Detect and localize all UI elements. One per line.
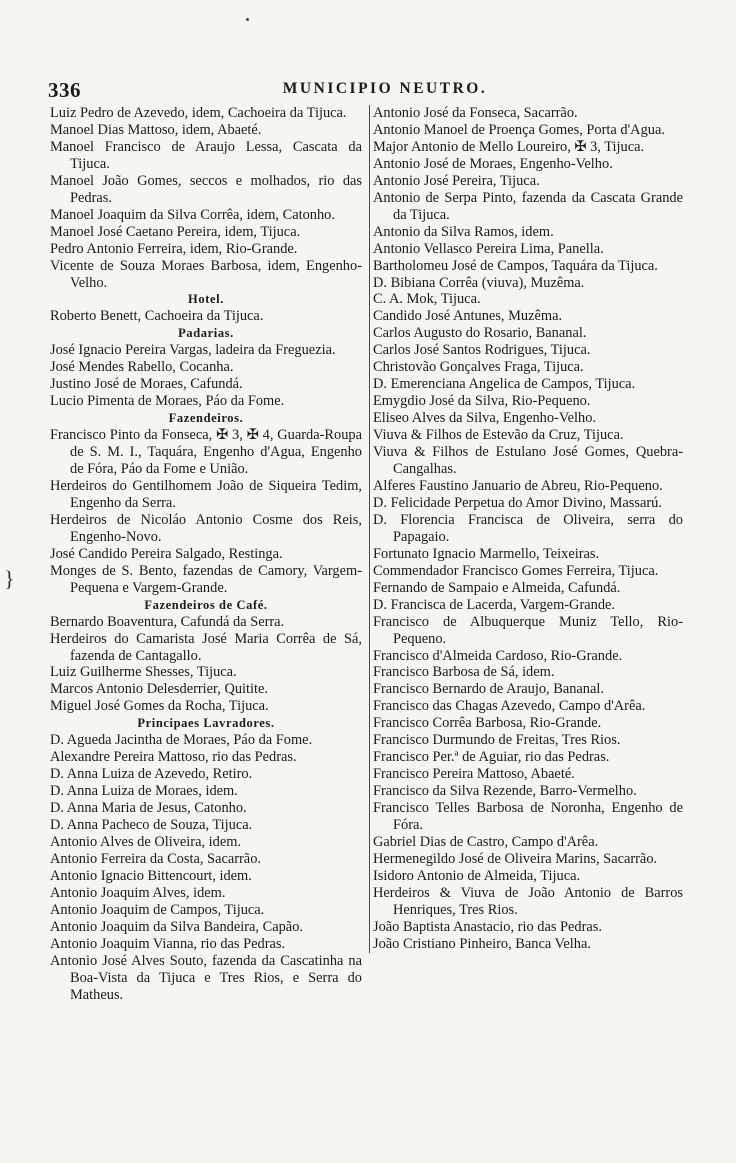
directory-entry: Isidoro Antonio de Almeida, Tijuca. [373,867,581,884]
page-number: 336 [48,78,81,102]
directory-entry: Antonio de Serpa Pinto, fazenda da Cascata Grande da Tijuca. [373,189,683,223]
directory-entry: Carlos José Santos Rodrigues, Tijuca. [373,342,591,359]
directory-entry: Pedro Antonio Ferreira, idem, Rio-Grande. [50,240,298,257]
directory-entry: Justino José de Moraes, Cafundá. [50,376,243,393]
section-heading: Fazendeiros. [168,411,244,426]
directory-entry: D. Florencia Francisca de Oliveira, serra do Papagaio. [373,511,683,545]
directory-entry: D. Anna Luiza de Azevedo, Retiro. [50,766,253,783]
directory-entry: Christovão Gonçalves Fraga, Tijuca. [373,359,584,376]
directory-entry: Manoel Francisco de Araujo Lessa, Cascata da Tijuca. [50,138,362,172]
directory-entry: Bartholomeu José de Campos, Taquára da Tijuca. [373,257,658,274]
directory-entry: Antonio Joaquim Alves, idem. [50,884,226,901]
directory-entry: Commendador Francisco Gomes Ferreira, Tijuca. [373,562,659,579]
margin-bracket-mark: } [4,566,15,591]
directory-entry: Antonio Joaquim Vianna, rio das Pedras. [50,935,286,952]
directory-entry: Roberto Benett, Cachoeira da Tijuca. [50,308,264,325]
directory-entry: D. Anna Luiza de Moraes, idem. [50,783,238,800]
running-title: MUNICIPIO NEUTRO. [282,80,488,97]
directory-entry: Antonio José de Moraes, Engenho-Velho. [373,155,613,172]
directory-entry: Antonio Ignacio Bittencourt, idem. [50,867,252,884]
directory-entry: Francisco Pinto da Fonseca, ✠ 3, ✠ 4, Guarda-Roupa de S. M. I., Taquára, Engenho d'Agua, Engenho de Fóra, Páo da Fome e União. [50,427,362,478]
directory-entry: Gabriel Dias de Castro, Campo d'Arêa. [373,833,599,850]
directory-entry: Antonio Manoel de Proença Gomes, Porta d'Agua. [373,121,665,138]
directory-entry: João Cristiano Pinheiro, Banca Velha. [373,935,591,952]
directory-entry: Francisco Corrêa Barbosa, Rio-Grande. [373,715,602,732]
section-heading: Padarias. [178,326,234,341]
directory-entry: Luiz Guilherme Shesses, Tijuca. [50,664,237,681]
directory-entry: Candido José Antunes, Muzêma. [373,308,563,325]
section-heading: Hotel. [188,292,224,307]
directory-entry: Miguel José Gomes da Rocha, Tijuca. [50,698,269,715]
directory-entry: Francisco da Silva Rezende, Barro-Vermelho. [373,783,637,800]
directory-entry: Francisco de Albuquerque Muniz Tello, Rio-Pequeno. [373,613,683,647]
directory-entry: Antonio Alves de Oliveira, idem. [50,833,242,850]
directory-entry: D. Francisca de Lacerda, Vargem-Grande. [373,596,615,613]
directory-entry: José Ignacio Pereira Vargas, ladeira da Freguezia. [50,342,336,359]
directory-entry: Major Antonio de Mello Loureiro, ✠ 3, Tijuca. [373,138,645,155]
directory-entry: Antonio José da Fonseca, Sacarrão. [373,105,578,121]
directory-entry: Hermenegildo José de Oliveira Marins, Sacarrão. [373,850,658,867]
directory-entry: Manoel Dias Mattoso, idem, Abaeté. [50,121,262,138]
directory-entry: Francisco Per.ª de Aguiar, rio das Pedras. [373,749,610,766]
directory-entry: Francisco Barbosa de Sá, idem. [373,664,555,681]
directory-entry: D. Felicidade Perpetua do Amor Divino, Massarú. [373,494,662,511]
directory-entry: Francisco Telles Barbosa de Noronha, Engenho de Fóra. [373,800,683,834]
directory-entry: Luiz Pedro de Azevedo, idem, Cachoeira da Tijuca. [50,105,347,121]
directory-entry: Manoel José Caetano Pereira, idem, Tijuca. [50,223,301,240]
directory-entry: D. Bibiana Corrêa (viuva), Muzêma. [373,274,585,291]
directory-entry: Herdeiros do Gentilhomem João de Siqueira Tedim, Engenho da Serra. [50,477,362,511]
directory-entry: José Mendes Rabello, Cocanha. [50,359,234,376]
directory-entry: Marcos Antonio Delesderrier, Quitite. [50,681,269,698]
directory-entry: Francisco Durmundo de Freitas, Tres Rios. [373,732,621,749]
directory-entry: D. Anna Pacheco de Souza, Tijuca. [50,817,253,834]
directory-entry: Antonio Joaquim de Campos, Tijuca. [50,901,265,918]
directory-entry: Francisco Pereira Mattoso, Abaeté. [373,766,575,783]
directory-entry: Manoel João Gomes, seccos e molhados, rio das Pedras. [50,172,362,206]
directory-entry: Alexandre Pereira Mattoso, rio das Pedras. [50,749,297,766]
directory-entry: Vicente de Souza Moraes Barbosa, idem, Engenho-Velho. [50,257,362,291]
directory-entry: Antonio José Pereira, Tijuca. [373,172,540,189]
directory-entry: C. A. Mok, Tijuca. [373,291,481,308]
directory-entry: Bernardo Boaventura, Cafundá da Serra. [50,613,285,630]
directory-entry: Herdeiros do Camarista José Maria Corrêa de Sá, fazenda de Cantagallo. [50,630,362,664]
section-heading: Principaes Lavradores. [137,716,275,731]
directory-entry: Herdeiros de Nicoláo Antonio Cosme dos Reis, Engenho-Novo. [50,511,362,545]
directory-entry: Antonio da Silva Ramos, idem. [373,223,554,240]
directory-entry: Viuva & Filhos de Estevão da Cruz, Tijuca. [373,427,624,444]
directory-entry: Antonio Ferreira da Costa, Sacarrão. [50,850,261,867]
directory-entry: Emygdio José da Silva, Rio-Pequeno. [373,393,591,410]
directory-entry: Francisco Bernardo de Araujo, Bananal. [373,681,604,698]
printing-mark [246,18,249,21]
directory-entry: Manoel Joaquim da Silva Corrêa, idem, Catonho. [50,206,335,223]
directory-entry: Herdeiros & Viuva de João Antonio de Barros Henriques, Tres Rios. [373,884,683,918]
directory-entry: Fortunato Ignacio Marmello, Teixeiras. [373,545,600,562]
section-heading: Fazendeiros de Café. [144,597,268,612]
directory-entry: D. Emerenciana Angelica de Campos, Tijuca. [373,376,636,393]
directory-entry: D. Anna Maria de Jesus, Catonho. [50,800,247,817]
directory-entry: Francisco d'Almeida Cardoso, Rio-Grande. [373,647,623,664]
directory-entry: Antonio Vellasco Pereira Lima, Panella. [373,240,604,257]
directory-entry: José Candido Pereira Salgado, Restinga. [50,545,283,562]
directory-entry: Lucio Pimenta de Moraes, Páo da Fome. [50,393,285,410]
directory-entry: Monges de S. Bento, fazendas de Camory, Vargem-Pequena e Vargem-Grande. [50,562,362,596]
left-column [50,105,362,1004]
directory-entry: Viuva & Filhos de Estulano José Gomes, Quebra-Cangalhas. [373,444,683,478]
directory-entry: Alferes Faustino Januario de Abreu, Rio-Pequeno. [373,477,663,494]
directory-entry: D. Agueda Jacintha de Moraes, Páo da Fome. [50,732,313,749]
directory-entry: Fernando de Sampaio e Almeida, Cafundá. [373,579,621,596]
directory-entry: Antonio José Alves Souto, fazenda da Cascatinha na Boa-Vista da Tijuca e Tres Rios, e Serra do Matheus. [50,952,362,1003]
right-column [369,105,683,953]
directory-entry: Antonio Joaquim da Silva Bandeira, Capão. [50,918,303,935]
directory-entry: Francisco das Chagas Azevedo, Campo d'Arêa. [373,698,646,715]
directory-entry: Carlos Augusto do Rosario, Bananal. [373,325,587,342]
directory-entry: Eliseo Alves da Silva, Engenho-Velho. [373,410,597,427]
directory-entry: João Baptista Anastacio, rio das Pedras. [373,918,603,935]
